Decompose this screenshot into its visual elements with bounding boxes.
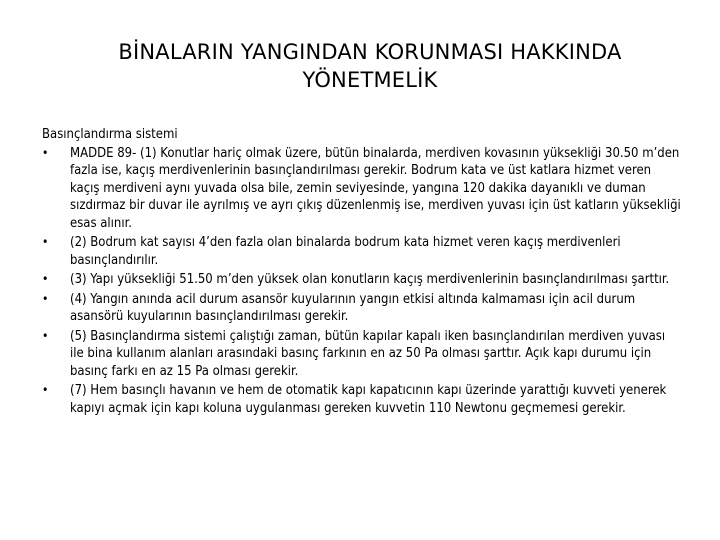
bullet-text: (7) Hem basınçlı havanın ve hem de otomatik kapı kapatıcının kapı üzerinde yarattığı kuvveti yenerek kapıyı açmak için kapı koluna uygulanması gereken kuvvetin 110 Newtonu geçmemesi gerekir. [70,383,667,416]
bullet-item [42,382,682,417]
bullet-icon: • [42,291,49,306]
bullet-item [42,291,682,326]
bullet-icon: • [42,383,49,397]
bullet-icon: • [42,272,49,286]
bullet-list [42,145,682,418]
bullet-item [42,234,682,269]
title-line-2: YÖNETMELİK [302,68,438,92]
bullet-text: (2) Bodrum kat sayısı 4’den fazla olan binalarda bodrum kata hizmet veren kaçış merdivenleri basınçlandırılır. [70,235,621,268]
bullet-text: (3) Yapı yüksekliği 51.50 m’den yüksek olan konutların kaçış merdivenlerinin basınçlandırılması şarttır. [70,272,670,287]
bullet-icon: • [42,328,49,343]
bullet-item [42,271,682,289]
title-line-1: BİNALARIN YANGINDAN KORUNMASI HAKKINDA [118,40,622,64]
bullet-text: (5) Basınçlandırma sistemi çalıştığı zaman, bütün kapılar kapalı iken basınçlandırılan merdiven yuvası ile bina kullanım alanları arasındaki basınç farkının en az 50 Pa olması şarttır. Açık kapı durumu için basınç farkı en az 15 Pa olması gerekir. [70,328,666,379]
bullet-text: (4) Yangın anında acil durum asansör kuyularının yangın etkisi altında kalmaması için acil durum asansörü kuyularının basınçlandırılması gerekir. [70,291,636,324]
bullet-text: MADDE 89- (1) Konutlar hariç olmak üzere, bütün binalarda, merdiven kovasının yüksekliği 30.50 m’den fazla ise, kaçış merdivenlerinin basınçlandırılması gerekir. Bodrum kata ve üst katlara hizmet veren kaçış merdiveni aynı yuvada olsa bile, zemin seviyesinde, yangına 120 dakika dayanıklı ve duman sızdırmaz bir duvar ile ayrılmış ve ayrı çıkış düzenlenmiş ise, merdiven yuvası için üst katların yüksekliği esas alınır. [70,145,681,231]
slide-title [40,38,700,94]
bullet-icon: • [42,145,49,160]
bullet-item [42,328,682,381]
section-heading: Basınçlandırma sistemi [42,127,178,142]
slide-body [42,126,682,419]
bullet-item [42,145,682,233]
bullet-icon: • [42,235,49,249]
